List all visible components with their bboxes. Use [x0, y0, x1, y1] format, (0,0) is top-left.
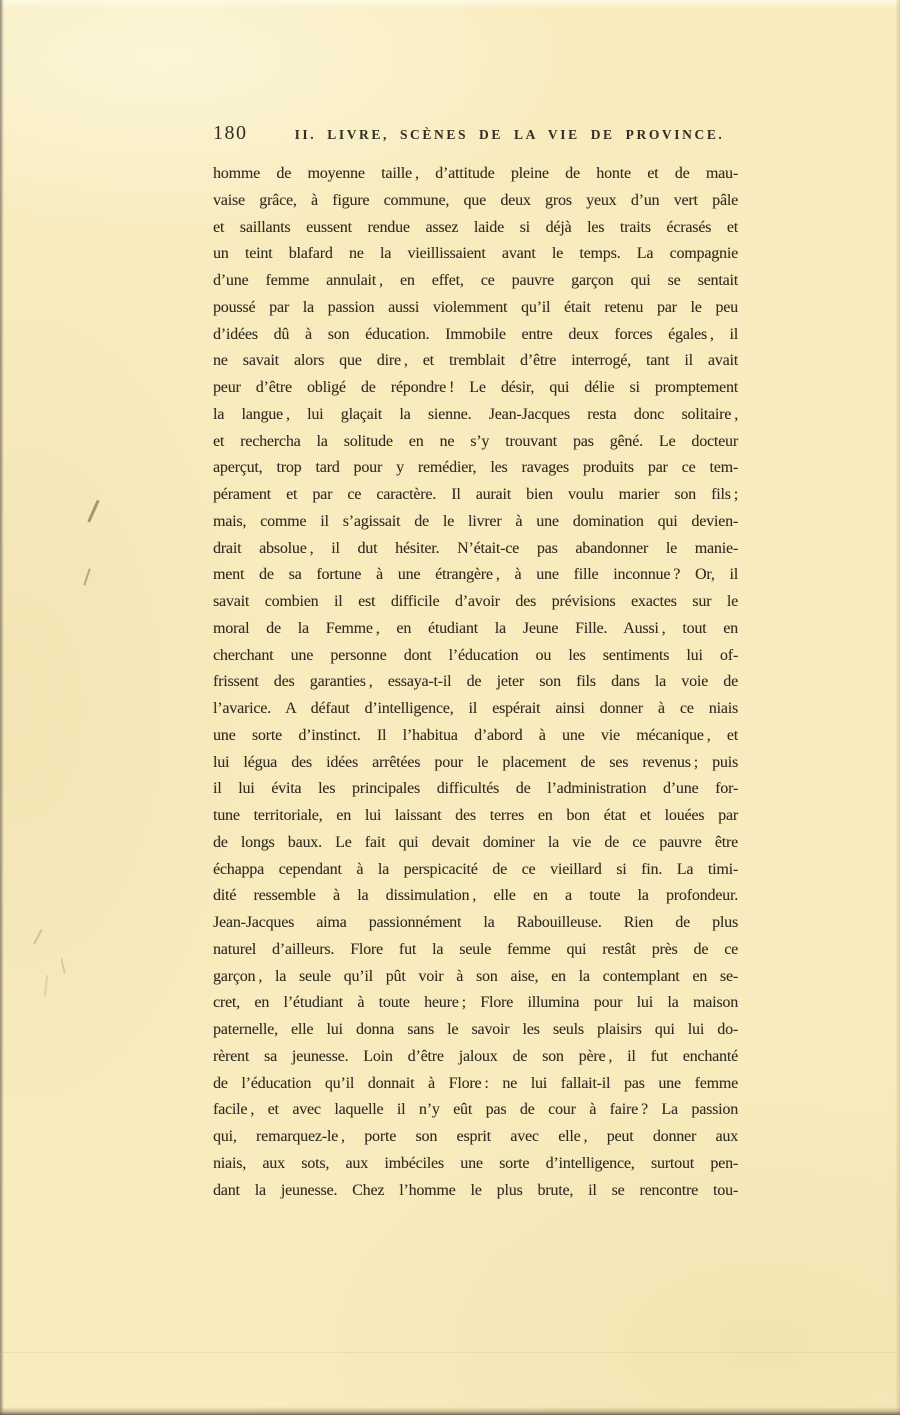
text-line: garçon , la seule qu’il pût voir à son aise, en la contemplant en se-: [213, 967, 738, 985]
text-line: paternelle, elle lui donna sans le savoir les seuls plaisirs qui lui do-: [213, 1021, 738, 1038]
margin-mark: [33, 929, 43, 945]
text-line: rèrent sa jeunesse. Loin d’être jaloux de son père , il fut enchanté: [213, 1047, 738, 1065]
text-line: d’idées dû à son éducation. Immobile entre deux forces égales , il: [213, 325, 738, 343]
text-line: lui légua des idées arrêtées pour le placement de ses revenus ; puis: [213, 753, 738, 771]
running-title: II. LIVRE, SCÈNES DE LA VIE DE PROVINCE.: [294, 127, 725, 142]
text-line: et saillants eussent rendue assez laide si déjà les traits écrasés et: [213, 218, 738, 236]
text-line: il lui évita les principales difficultés de l’administration d’une for-: [213, 780, 738, 798]
text-line: d’une femme annulait , en effet, ce pauvre garçon qui se sentait: [213, 272, 738, 289]
paper-crease: [0, 1352, 900, 1354]
text-line: peur d’être obligé de répondre ! Le désir, qui délie si promptement: [213, 379, 738, 396]
text-line: l’avarice. A défaut d’intelligence, il espérait ainsi donner à ce niais: [213, 700, 738, 717]
page-body: [213, 161, 738, 1204]
text-line: ment de sa fortune à une étrangère , à une fille inconnue ? Or, il: [213, 566, 738, 584]
text-line: et rechercha la solitude en ne s’y trouvant pas gêné. Le docteur: [213, 432, 738, 450]
text-line: Jean-Jacques aima passionnément la Rabouilleuse. Rien de plus: [213, 914, 738, 931]
text-line: ne savait alors que dire , et tremblait d’être interrogé, tant il avait: [213, 352, 738, 370]
text-line: une sorte d’instinct. Il l’habitua d’abord à une vie mécanique , et: [213, 726, 738, 744]
text-line: drait absolue , il dut hésiter. N’était-ce pas abandonner le manie-: [213, 539, 738, 557]
text-line: homme de moyenne taille , d’attitude pleine de honte et de mau-: [213, 165, 738, 182]
text-line: un teint blafard ne la vieillissaient avant le temps. La compagnie: [213, 245, 738, 263]
scan-edge-left: [0, 0, 4, 1415]
page-header: [213, 122, 738, 145]
margin-mark: [60, 958, 66, 974]
margin-mark: [83, 568, 90, 586]
text-line: qui, remarquez-le , porte son esprit avec elle , peut donner aux: [213, 1128, 738, 1145]
text-line: cret, en l’étudiant à toute heure ; Flore illumina pour lui la maison: [213, 994, 738, 1012]
text-line: échappa cependant à la perspicacité de ce vieillard si fin. La timi-: [213, 860, 738, 878]
text-line: frissent des garanties , essaya-t-il de jeter son fils dans la voie de: [213, 673, 738, 691]
scan-edge-top: [0, 0, 900, 9]
text-line: facile , et avec laquelle il n’y eût pas de cour à faire ? La passion: [213, 1101, 738, 1119]
text-line: poussé par la passion aussi violemment qu’il était retenu par le peu: [213, 298, 738, 316]
page-number: 180: [213, 122, 248, 144]
scan-edge-bottom: [0, 1407, 900, 1415]
text-line: de longs baux. Le fait qui devait dominer la vie de ce pauvre être: [213, 833, 738, 851]
text-line: moral de la Femme , en étudiant la Jeune Fille. Aussi , tout en: [213, 619, 738, 637]
text-line: mais, comme il s’agissait de le livrer à une domination qui devien-: [213, 512, 738, 530]
text-line: savait combien il est difficile d’avoir des prévisions exactes sur le: [213, 593, 738, 610]
text-line: niais, aux sots, aux imbéciles une sorte d’intelligence, surtout pen-: [213, 1154, 738, 1172]
text-line: cherchant une personne dont l’éducation ou les sentiments lui of-: [213, 646, 738, 664]
margin-mark: [44, 975, 48, 997]
text-line: tune territoriale, en lui laissant des terres en bon état et louées par: [213, 807, 738, 824]
text-line: vaise grâce, à figure commune, que deux gros yeux d’un vert pâle: [213, 191, 738, 209]
text-line: pérament et par ce caractère. Il aurait bien voulu marier son fils ;: [213, 486, 738, 503]
text-line: la langue , lui glaçait la sienne. Jean-Jacques resta donc solitaire ,: [213, 405, 738, 423]
text-line: naturel d’ailleurs. Flore fut la seule femme qui restât près de ce: [213, 940, 738, 958]
scan-edge-right: [895, 0, 900, 1415]
text-line: dité ressemble à la dissimulation , elle en a toute la profondeur.: [213, 887, 738, 905]
text-line: aperçut, trop tard pour y remédier, les ravages produits par ce tem-: [213, 459, 738, 477]
margin-mark: [87, 500, 99, 523]
text-line: dant la jeunesse. Chez l’homme le plus brute, il se rencontre tou-: [213, 1181, 738, 1199]
text-line: de l’éducation qu’il donnait à Flore : ne lui fallait-il pas une femme: [213, 1074, 738, 1092]
